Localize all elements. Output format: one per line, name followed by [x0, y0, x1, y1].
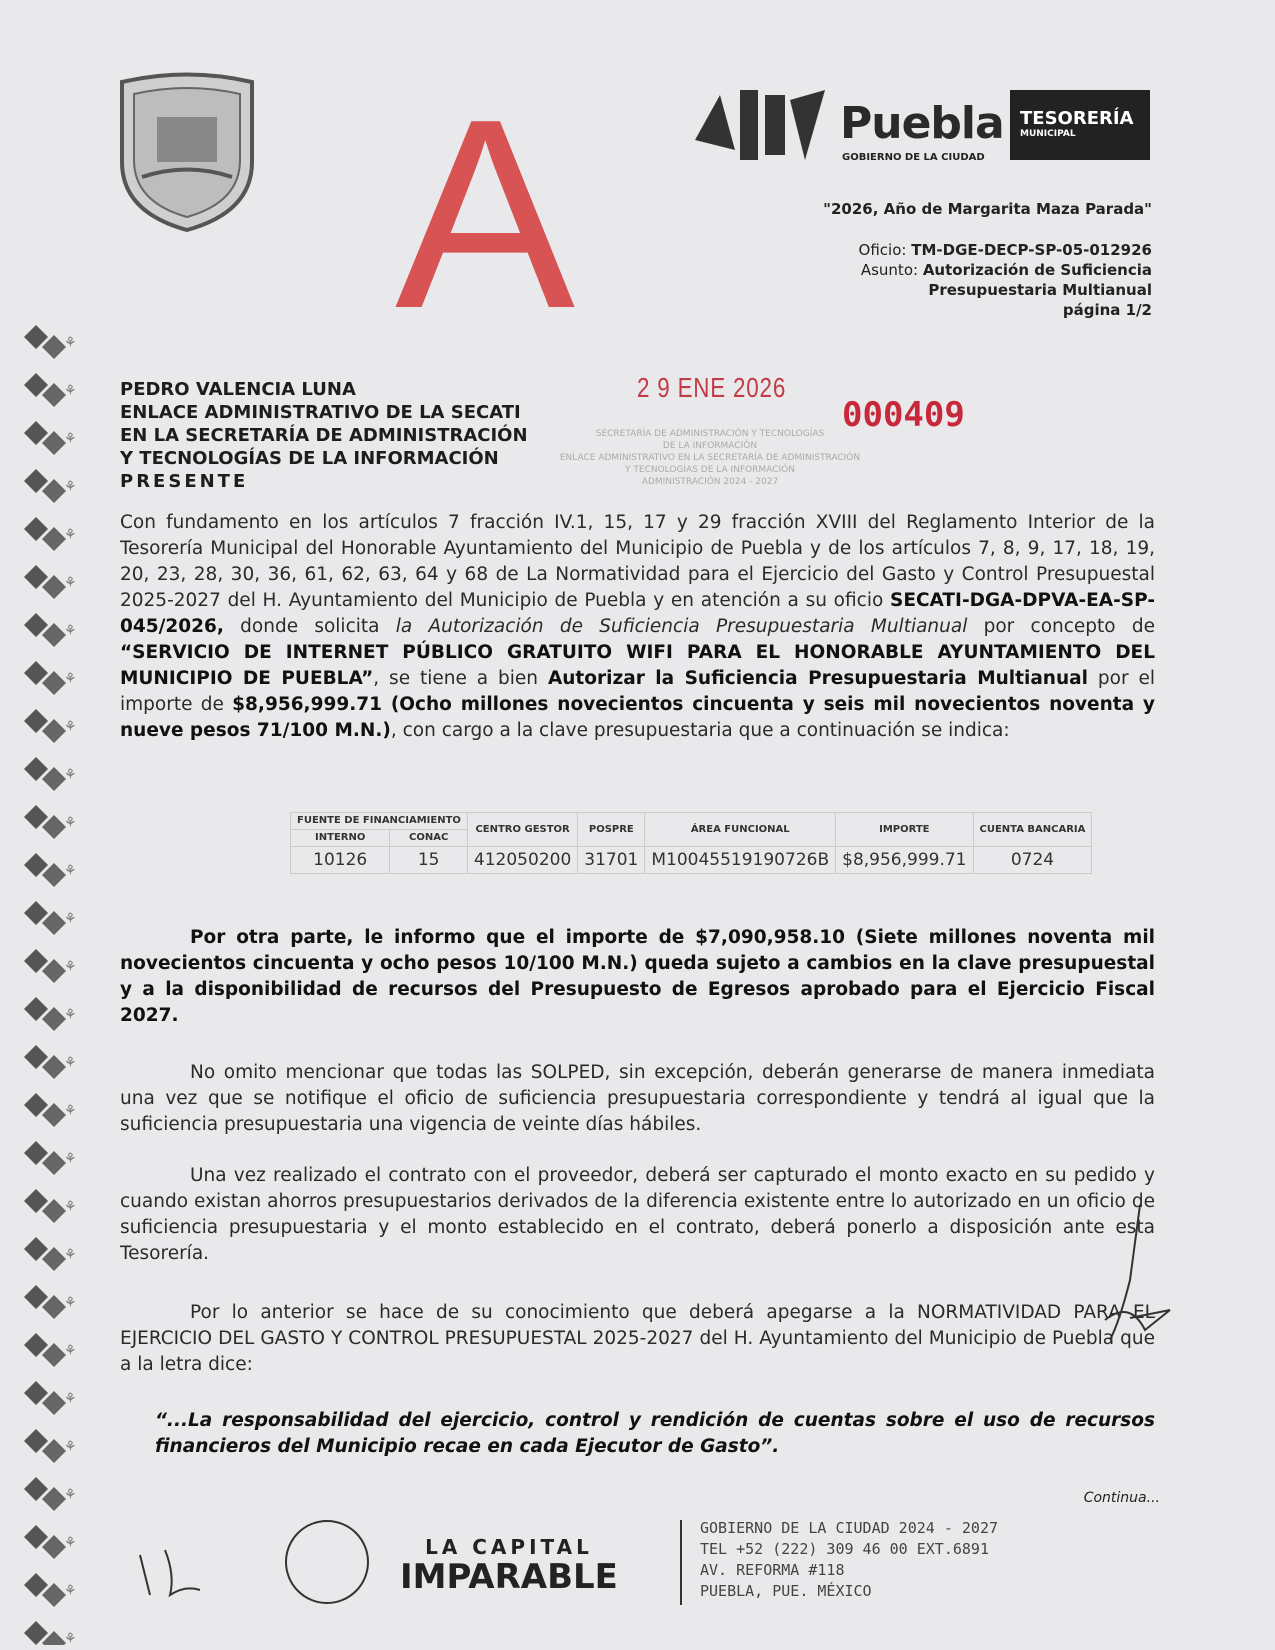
header-conac: CONAC: [390, 830, 468, 847]
header-fuente: FUENTE DE FINANCIAMIENTO: [291, 813, 468, 830]
quote: “...La responsabilidad del ejercicio, control y rendición de cuentas sobre el uso de recursos financieros del Municipio recae en cada Ejecutor de Gasto”.: [155, 1410, 1155, 1457]
border-diamond-icon: [24, 997, 77, 1031]
cell-area-funcional: M10045519190726B: [645, 847, 836, 874]
date-stamp: 2 9 ENE 2026: [637, 372, 787, 403]
received-stamp: SECRETARÍA DE ADMINISTRACIÓN Y TECNOLOGÍAS DE LA INFORMACIÓN ENLACE ADMINISTRATIVO EN LA SECRETARÍA DE ADMINISTRACIÓN Y TECNOLOGÍAS DE LA INFORMACIÓN ADMINISTRACIÓN 2024 - 2027: [559, 429, 861, 487]
border-diamond-icon: [24, 1573, 77, 1607]
la-capital-imparable-logo: LA CAPITAL IMPARABLE: [400, 1535, 618, 1597]
puebla-emblem-icon: [690, 80, 830, 170]
header-pospre: POSPRE: [578, 813, 645, 847]
footer-divider: [680, 1520, 682, 1605]
border-diamond-icon: [24, 1477, 77, 1511]
cell-pospre: 31701: [578, 847, 645, 874]
cell-importe: $8,956,999.71: [836, 847, 973, 874]
border-diamond-icon: [24, 661, 77, 695]
border-diamond-icon: [24, 613, 77, 647]
border-diamond-icon: [24, 1333, 77, 1367]
initials-signature: [130, 1545, 230, 1605]
puebla-tesoreria-logo: Puebla GOBIERNO DE LA CIUDAD TESORERÍA MUNICIPAL: [690, 80, 1150, 175]
header-importe: IMPORTE: [836, 813, 973, 847]
paragraph-contract: Una vez realizado el contrato con el proveedor, deberá ser capturado el monto exacto en su pedido y cuando existan ahorros presupuestarios derivados de la diferencia existente entre lo autorizado en un oficio de suficiencia presupuestaria y el monto establecido en el contrato, deberá ponerlo a disposición ante esta Tesorería.: [120, 1165, 1155, 1264]
border-diamond-icon: [24, 949, 77, 983]
border-diamond-icon: [24, 1045, 77, 1079]
paragraph-normatividad: Por lo anterior se hace de su conocimiento que deberá apegarse a la NORMATIVIDAD PARA EL EJERCICIO DEL GASTO Y CONTROL PRESUPUESTAL 2025-2027 del H. Ayuntamiento del Municipio de Puebla que a la letra dice:: [120, 1302, 1155, 1375]
border-diamond-icon: [24, 325, 77, 359]
border-diamond-icon: [24, 373, 77, 407]
city-seal-logo: [112, 72, 262, 232]
cell-centro-gestor: 412050200: [467, 847, 577, 874]
border-diamond-icon: [24, 565, 77, 599]
border-diamond-icon: [24, 421, 77, 455]
border-diamond-icon: [24, 1093, 77, 1127]
border-diamond-icon: [24, 517, 77, 551]
cell-cuenta: 0724: [973, 847, 1092, 874]
paragraph-authorization: Con fundamento en los artículos 7 fracción IV.1, 15, 17 y 29 fracción XVIII del Reglamento Interior de la Tesorería Municipal del Honorable Ayuntamiento del Municipio de Puebla y de los artículos 7, 8, 9, 17, 18, 19, 20, 23, 28, 30, 36, 61, 62, 63, 64 y 68 de La Normatividad para el Ejercicio del Gasto y Control Presupuestal 2025-2027 del H. Ayuntamiento del Municipio de Puebla y en atención a su oficio SECATI-DGA-DPVA-EA-SP-045/2026, donde solicita la Autorización de Suficiencia Presupuestaria Multianual por concepto de “SERVICIO DE INTERNET PÚBLICO GRATUITO WIFI PARA EL HONORABLE AYUNTAMIENTO DEL MUNICIPIO DE PUEBLA”, se tiene a bien Autorizar la Suficiencia Presupuestaria Multianual por el importe de $8,956,999.71 (Ocho millones novecientos cincuenta y seis mil novecientos noventa y nueve pesos 71/100 M.N.), con cargo a la clave presupuestaria que a continuación se indica:: [120, 512, 1155, 741]
paragraph-solped: No omito mencionar que todas las SOLPED, sin excepción, deberán generarse de manera inmediata una vez que se notifique el oficio de suficiencia presupuestaria correspondiente y tendrá al igual que la suficiencia presupuestaria una vigencia de veinte días hábiles.: [120, 1062, 1155, 1135]
border-diamond-icon: [24, 469, 77, 503]
addressee-block: PEDRO VALENCIA LUNA ENLACE ADMINISTRATIVO DE LA SECATI EN LA SECRETARÍA DE ADMINISTRACIÓN Y TECNOLOGÍAS DE LA INFORMACIÓN PRESENTE: [120, 379, 528, 492]
oficio-block: Oficio: TM-DGE-DECP-SP-05-012926 Asunto: Autorización de Suficiencia Presupuestaria Multianual página 1/2: [858, 241, 1152, 319]
paragraph-remaining-amount: Por otra parte, le informo que el importe de $7,090,958.10 (Siete millones noventa mil novecientos cincuenta y ocho pesos 10/100 M.N.) queda sujeto a cambios en la clave presupuestal y a la disponibilidad de recursos del Presupuesto de Egresos aprobado para el Ejercicio Fiscal 2027.: [120, 927, 1155, 1026]
tesoreria-badge: TESORERÍA MUNICIPAL: [1010, 90, 1150, 160]
border-diamond-icon: [24, 853, 77, 887]
year-motto: "2026, Año de Margarita Maza Parada": [823, 200, 1152, 218]
border-diamond-icon: [24, 1189, 77, 1223]
border-diamond-icon: [24, 1141, 77, 1175]
cell-conac: 15: [390, 847, 468, 874]
header-interno: INTERNO: [291, 830, 390, 847]
border-diamond-icon: [24, 757, 77, 791]
handwritten-mark: A: [395, 64, 576, 365]
border-diamond-icon: [24, 1381, 77, 1415]
budget-key-table: [290, 812, 1092, 874]
cell-interno: 10126: [291, 847, 390, 874]
decorative-border: [24, 325, 84, 1645]
header-centro-gestor: CENTRO GESTOR: [467, 813, 577, 847]
header-cuenta-bancaria: CUENTA BANCARIA: [973, 813, 1092, 847]
signature: [1100, 1200, 1180, 1360]
border-diamond-icon: [24, 1237, 77, 1271]
border-diamond-icon: [24, 805, 77, 839]
border-diamond-icon: [24, 1429, 77, 1463]
border-diamond-icon: [24, 1621, 77, 1645]
continua-label: Continua...: [1083, 1490, 1160, 1506]
header-area-funcional: ÁREA FUNCIONAL: [645, 813, 836, 847]
border-diamond-icon: [24, 709, 77, 743]
border-diamond-icon: [24, 1525, 77, 1559]
labor-equality-seal-logo: [285, 1520, 369, 1604]
table-row: [291, 847, 1092, 874]
border-diamond-icon: [24, 901, 77, 935]
footer-address: GOBIERNO DE LA CIUDAD 2024 - 2027 TEL +52 (222) 309 46 00 EXT.6891 AV. REFORMA #118 PUEBLA, PUE. MÉXICO: [700, 1519, 999, 1600]
folio-stamp: 000409: [842, 395, 965, 435]
border-diamond-icon: [24, 1285, 77, 1319]
